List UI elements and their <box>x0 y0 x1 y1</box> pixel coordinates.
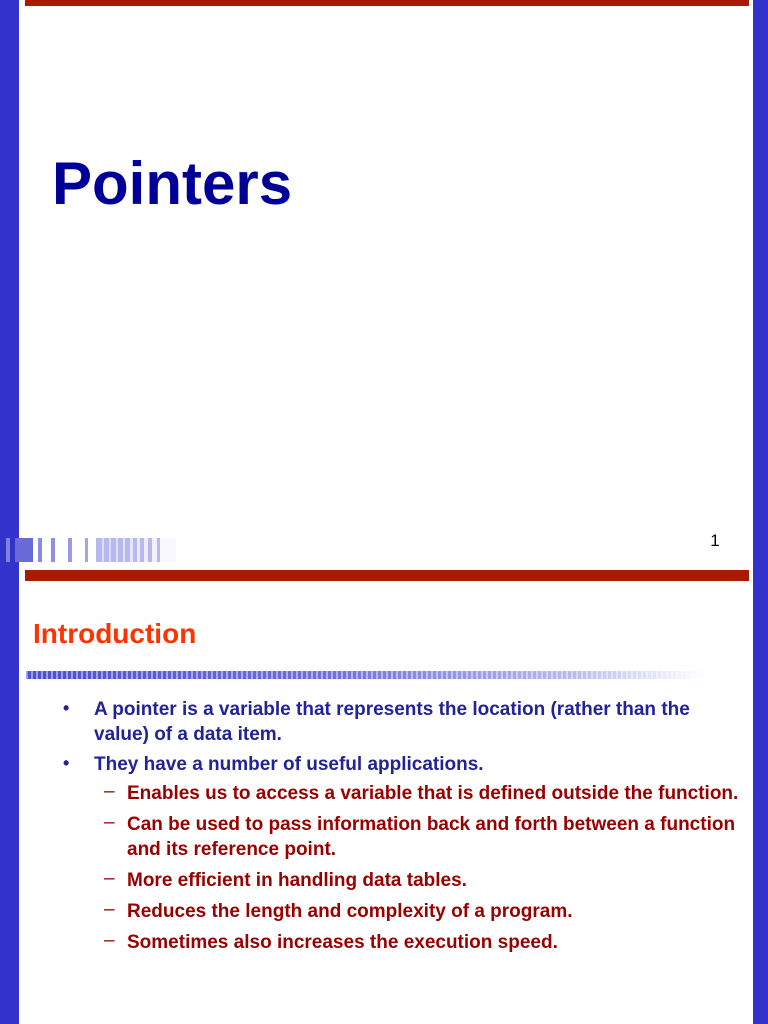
bullet-item <box>60 697 740 747</box>
decorative-stripes <box>6 538 176 562</box>
bullet-item <box>60 752 740 955</box>
bullet-icon: • <box>63 698 70 718</box>
gradient-divider <box>26 671 706 679</box>
sub-bullet-item <box>94 781 740 806</box>
sub-bullet-text: Reduces the length and complexity of a program. <box>127 901 573 922</box>
slide-title: Pointers <box>52 150 293 217</box>
dash-icon: – <box>104 781 115 802</box>
bullet-text: They have a number of useful applications. <box>94 754 484 775</box>
sub-bullet-item <box>94 899 740 924</box>
sub-bullet-item <box>94 812 740 862</box>
dash-icon: – <box>104 899 115 920</box>
sub-bullet-text: Can be used to pass information back and forth between a function and its reference point. <box>127 814 736 860</box>
section-title: Introduction <box>33 618 197 649</box>
bullet-text: A pointer is a variable that represents the location (rather than the value) of a data item. <box>94 699 690 745</box>
dash-icon: – <box>104 812 115 833</box>
sub-bullet-list <box>94 781 740 955</box>
dash-icon: – <box>104 868 115 889</box>
bullet-icon: • <box>63 753 70 773</box>
sub-bullet-item <box>94 868 740 893</box>
slide-number: 1 <box>710 531 720 550</box>
top-red-bar <box>25 0 749 6</box>
left-border-bar <box>0 0 19 1024</box>
middle-red-bar <box>25 570 749 581</box>
sub-bullet-item <box>94 930 740 955</box>
sub-bullet-text: Enables us to access a variable that is defined outside the function. <box>127 783 739 804</box>
right-border-bar <box>753 0 768 1024</box>
bullet-list <box>60 697 740 961</box>
sub-bullet-text: Sometimes also increases the execution speed. <box>127 932 558 953</box>
dash-icon: – <box>104 930 115 951</box>
sub-bullet-text: More efficient in handling data tables. <box>127 870 467 891</box>
